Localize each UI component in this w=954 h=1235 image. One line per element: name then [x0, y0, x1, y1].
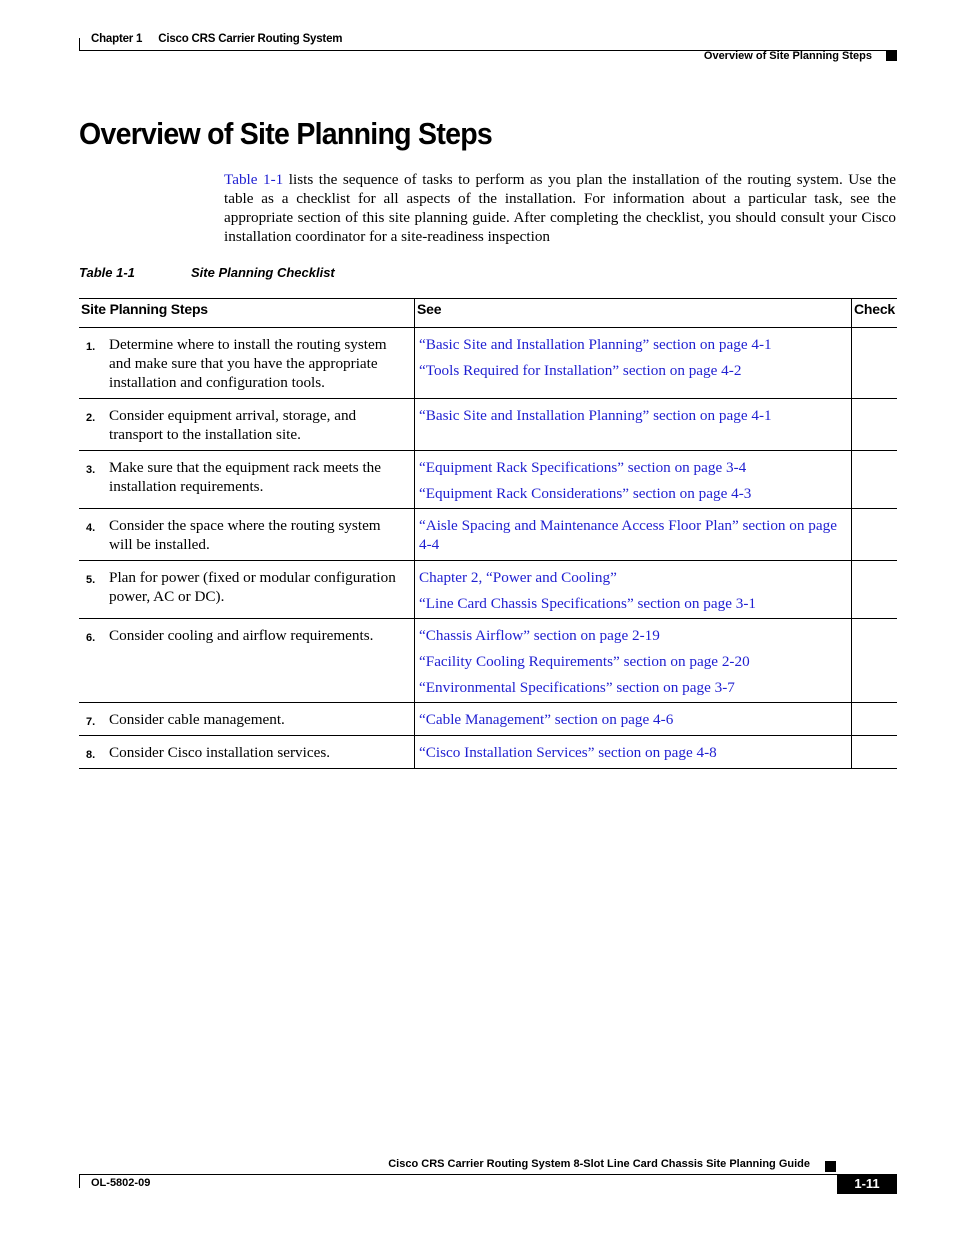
step-cell [79, 451, 415, 509]
page-title: Overview of Site Planning Steps [79, 116, 493, 151]
step-cell [79, 561, 415, 619]
step-text: Consider equipment arrival, storage, and transport to the installation site. [109, 407, 357, 443]
intro-paragraph [224, 170, 896, 246]
footer-marker-block [825, 1161, 836, 1172]
cross-reference-link[interactable]: “Line Card Chassis Specifications” section on page 3-1 [419, 595, 756, 612]
check-cell [852, 509, 898, 561]
step-item [79, 561, 414, 612]
table-row [79, 619, 897, 703]
step-item [79, 328, 414, 398]
table-body [79, 328, 897, 769]
cross-reference-link[interactable]: “Basic Site and Installation Planning” section on page 4-1 [419, 336, 772, 353]
table-row [79, 703, 897, 736]
cross-reference-link[interactable]: “Equipment Rack Considerations” section on page 4-3 [419, 485, 752, 502]
step-number: 2. [86, 412, 96, 424]
see-cell [415, 328, 852, 399]
reference-list [415, 703, 851, 734]
chapter-label: Chapter 1 [91, 33, 143, 45]
cross-reference-link[interactable]: “Aisle Spacing and Maintenance Access Floor Plan” section on page 4-4 [419, 517, 837, 553]
cross-reference-link[interactable]: “Chassis Airflow” section on page 2-19 [419, 627, 660, 644]
cross-reference-link[interactable]: “Basic Site and Installation Planning” section on page 4-1 [419, 407, 772, 424]
cross-reference-link[interactable]: “Environmental Specifications” section on page 3-7 [419, 679, 735, 696]
step-number: 6. [86, 632, 96, 644]
table-row [79, 736, 897, 769]
footer-rule [79, 1174, 837, 1175]
running-header-chapter [91, 33, 342, 45]
step-number: 1. [86, 341, 96, 353]
step-text: Plan for power (fixed or modular configuration power, AC or DC). [109, 569, 396, 605]
step-item [79, 451, 414, 502]
check-cell [852, 736, 898, 769]
reference-list [415, 399, 851, 430]
see-cell [415, 561, 852, 619]
table-row [79, 328, 897, 399]
table-header-row [79, 299, 897, 328]
footer-guide-title: Cisco CRS Carrier Routing System 8-Slot Line Card Chassis Site Planning Guide [388, 1158, 810, 1170]
check-cell [852, 619, 898, 703]
column-header-steps: Site Planning Steps [79, 299, 415, 328]
reference-list [415, 736, 851, 767]
column-header-see: See [415, 299, 852, 328]
step-number: 8. [86, 749, 96, 761]
table-row [79, 561, 897, 619]
footer-doc-number: OL-5802-09 [91, 1177, 151, 1189]
intro-text: lists the sequence of tasks to perform as you plan the installation of the routing system. Use the table as a checklist for all aspects of the installation. For information about a particular task, see the appropriate section of this site planning guide. After completing the checklist, you should consult your Cisco installation coordinator for a site-readiness inspection [224, 171, 896, 245]
check-cell [852, 328, 898, 399]
see-cell [415, 451, 852, 509]
cross-reference-link[interactable]: “Tools Required for Installation” section on page 4-2 [419, 362, 742, 379]
table-row [79, 399, 897, 451]
check-cell [852, 703, 898, 736]
check-cell [852, 561, 898, 619]
table-reference-link[interactable]: Table 1-1 [224, 171, 284, 188]
step-text: Consider the space where the routing system will be installed. [109, 517, 381, 553]
cross-reference-link[interactable]: “Cisco Installation Services” section on page 4-8 [419, 744, 717, 761]
see-cell [415, 509, 852, 561]
step-cell [79, 399, 415, 451]
step-cell [79, 328, 415, 399]
see-cell [415, 619, 852, 703]
step-number: 5. [86, 574, 96, 586]
step-number: 4. [86, 522, 96, 534]
step-item [79, 736, 414, 768]
table-caption-number: Table 1-1 [79, 265, 135, 280]
cross-reference-link[interactable]: Chapter 2, “Power and Cooling” [419, 569, 617, 586]
reference-list [415, 328, 851, 385]
cross-reference-link[interactable]: “Facility Cooling Requirements” section on page 2-20 [419, 653, 750, 670]
site-planning-checklist-table [79, 298, 897, 769]
step-item [79, 619, 414, 651]
reference-list [415, 561, 851, 618]
see-cell [415, 736, 852, 769]
reference-list [415, 451, 851, 508]
step-text: Consider cooling and airflow requirements. [109, 627, 374, 644]
step-cell [79, 509, 415, 561]
cross-reference-link[interactable]: “Equipment Rack Specifications” section on page 3-4 [419, 459, 747, 476]
step-number: 3. [86, 464, 96, 476]
table-row [79, 451, 897, 509]
running-header-section: Overview of Site Planning Steps [703, 50, 872, 62]
header-marker-block [886, 50, 897, 61]
check-cell [852, 451, 898, 509]
check-cell [852, 399, 898, 451]
see-cell [415, 703, 852, 736]
table-row [79, 509, 897, 561]
step-cell [79, 703, 415, 736]
step-item [79, 703, 414, 735]
page-number: 1-11 [837, 1174, 897, 1194]
step-cell [79, 736, 415, 769]
step-number: 7. [86, 716, 96, 728]
step-text: Consider cable management. [109, 711, 285, 728]
table-caption-title: Site Planning Checklist [191, 265, 335, 280]
table-caption [79, 265, 335, 280]
step-item [79, 399, 414, 450]
see-cell [415, 399, 852, 451]
reference-list [415, 619, 851, 702]
step-cell [79, 619, 415, 703]
step-text: Make sure that the equipment rack meets the installation requirements. [109, 459, 382, 495]
column-header-check: Check [852, 299, 898, 328]
step-text: Consider Cisco installation services. [109, 744, 331, 761]
step-text: Determine where to install the routing system and make sure that you have the appropriate installation and configuration tools. [109, 336, 387, 391]
reference-list [415, 509, 851, 559]
footer-vertical-rule [79, 1174, 80, 1188]
chapter-title: Cisco CRS Carrier Routing System [158, 33, 343, 45]
step-item [79, 509, 414, 560]
cross-reference-link[interactable]: “Cable Management” section on page 4-6 [419, 711, 674, 728]
